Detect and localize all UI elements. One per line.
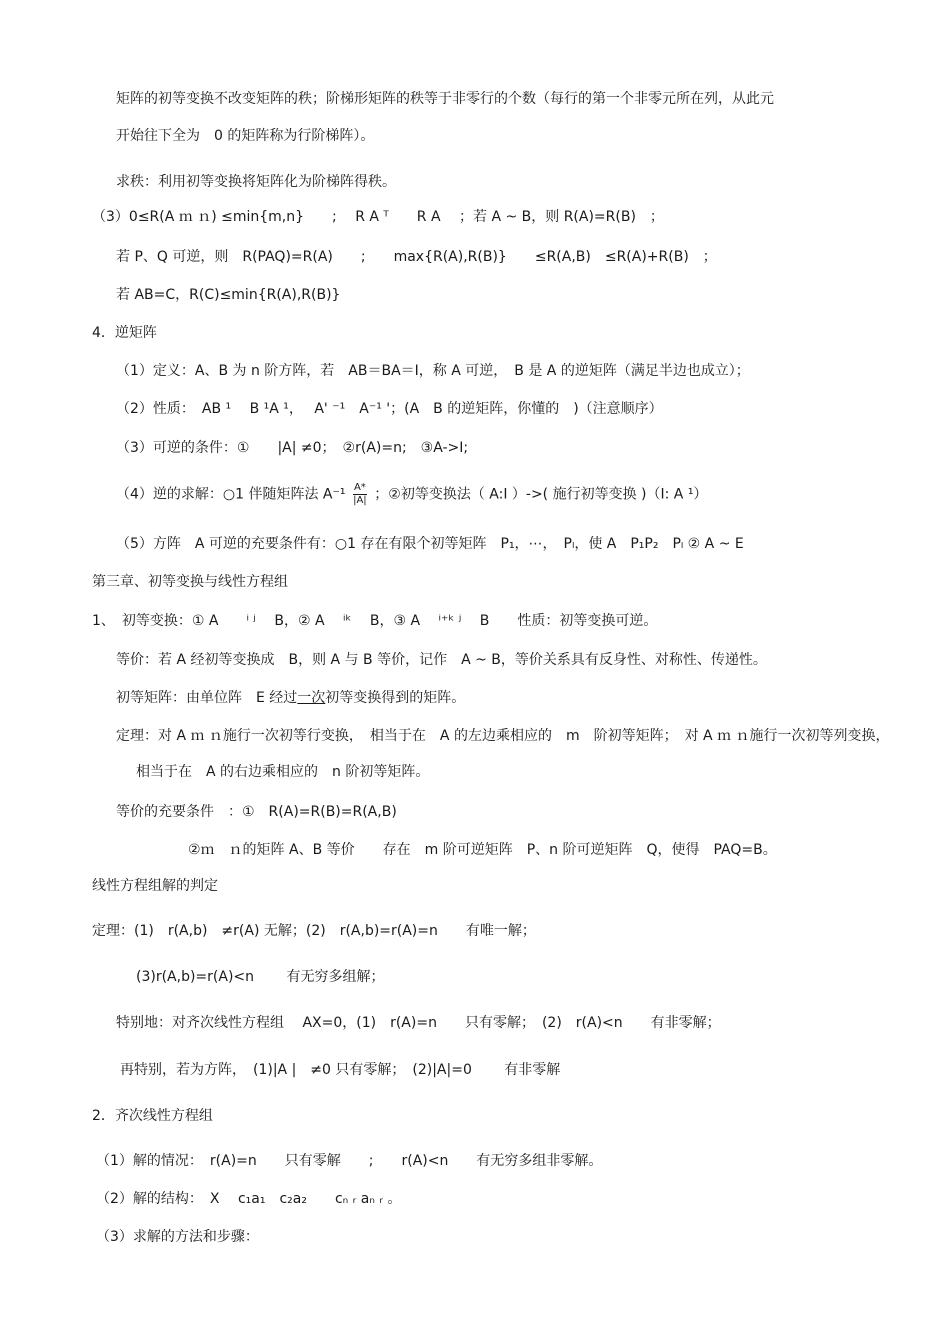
adjugate-fraction — [353, 482, 367, 507]
text-line: 等价：若 A 经初等变换成 B，则 A 与 B 等价，记作 A ~ B，等价关系具有反身性、对称性、传递性。 — [116, 652, 767, 668]
underlined-text: 一次 — [297, 690, 326, 706]
inverse-method-text-2: ；②初等变换法（ A:I ）->( 施行初等变换 )（I: A ¹） — [374, 486, 708, 503]
text-line: 开始往下全为 0 的矩阵称为行阶梯阵）。 — [116, 128, 375, 144]
text-line: （3）可逆的条件：① |A| ≠0； ②r(A)=n; ③A->I; — [116, 440, 469, 456]
section-heading: 4．逆矩阵 — [92, 325, 157, 341]
text-line: （1）解的情况： r(A)=n 只有零解 ; r(A)<n 有无穷多组非零解。 — [96, 1153, 603, 1169]
fraction-denominator: |A| — [353, 495, 367, 506]
fraction-numerator: A* — [353, 482, 366, 493]
text-line: （3）0≤R(A ｍ ｎ) ≤min{m,n} ; R A ᵀ R A ；若 A ~ B，则 R(A)=R(B) ； — [92, 209, 664, 225]
text-line — [116, 482, 707, 507]
inverse-method-text: （4）逆的求解：○1 伴随矩阵法 A⁻¹ — [116, 486, 346, 503]
text-line: 求秩：利用初等变换将矩阵化为阶梯阵得秩。 — [116, 174, 396, 190]
text-line: 等价的充要条件 ：① R(A)=R(B)=R(A,B) — [116, 804, 397, 820]
text-line: 若 P、Q 可逆，则 R(PAQ)=R(A) ; max{R(A),R(B)} ≤R(A,B) ≤R(A)+R(B) ； — [116, 249, 717, 265]
section-heading: 2．齐次线性方程组 — [92, 1108, 213, 1124]
elementary-matrix-text-2: 初等变换得到的矩阵。 — [325, 690, 466, 706]
text-line: 定理：对 A ｍ ｎ施行一次初等行变换， 相当于在 A 的左边乘相应的 m 阶初等矩阵； 对 A ｍ ｎ施行一次初等列变换， — [116, 728, 890, 744]
text-line: （2）解的结构： X c₁a₁ c₂a₂ cₙ ᵣ aₙ ᵣ 。 — [96, 1191, 402, 1207]
text-line: （5）方阵 A 可逆的充要条件有：○1 存在有限个初等矩阵 P₁，⋯， Pₗ，使 A P₁P₂ Pₗ ② A ~ E — [116, 536, 744, 552]
text-line: 相当于在 A 的右边乘相应的 n 阶初等矩阵。 — [136, 764, 430, 780]
text-line: （2）性质： AB ¹ B ¹A ¹， A' ⁻¹ A⁻¹ '；(A B 的逆矩阵，你懂的 )（注意顺序） — [116, 401, 663, 417]
text-line: (3)r(A,b)=r(A)<n 有无穷多组解； — [136, 969, 385, 985]
text-line: 特别地：对齐次线性方程组 AX=0，(1) r(A)=n 只有零解； (2) r(A)<n 有非零解； — [116, 1015, 721, 1031]
text-line: 再特别，若为方阵， (1)|A | ≠0 只有零解； (2)|A|=0 有非零解 — [120, 1062, 561, 1078]
text-line: （1）定义：A、B 为 n 阶方阵，若 AB＝BA＝I，称 A 可逆， B 是 A 的逆矩阵（满足半边也成立）； — [116, 363, 750, 379]
text-line: ②ｍ ｎ的矩阵 A、B 等价 存在 m 阶可逆矩阵 P、n 阶可逆矩阵 Q，使得 PAQ=B。 — [188, 842, 777, 858]
text-line: （3）求解的方法和步骤： — [96, 1229, 259, 1245]
text-line: 若 AB=C，R(C)≤min{R(A),R(B)} — [116, 287, 341, 303]
elementary-matrix-text: 初等矩阵：由单位阵 E 经过 — [116, 690, 298, 706]
section-heading: 线性方程组解的判定 — [92, 878, 218, 894]
text-line: 定理：(1) r(A,b) ≠r(A) 无解；(2) r(A,b)=r(A)=n 有唯一解； — [92, 923, 536, 939]
text-line: 矩阵的初等变换不改变矩阵的秩；阶梯形矩阵的秩等于非零行的个数（每行的第一个非零元所在列，从此元 — [116, 91, 774, 107]
chapter-heading: 第三章、初等变换与线性方程组 — [92, 574, 288, 590]
text-line — [116, 688, 465, 708]
text-line: 1、 初等变换：① A ⁱ ʲ B，② A ⁱᵏ B，③ A ⁱ⁺ᵏ ʲ B 性质：初等变换可逆。 — [92, 613, 658, 629]
